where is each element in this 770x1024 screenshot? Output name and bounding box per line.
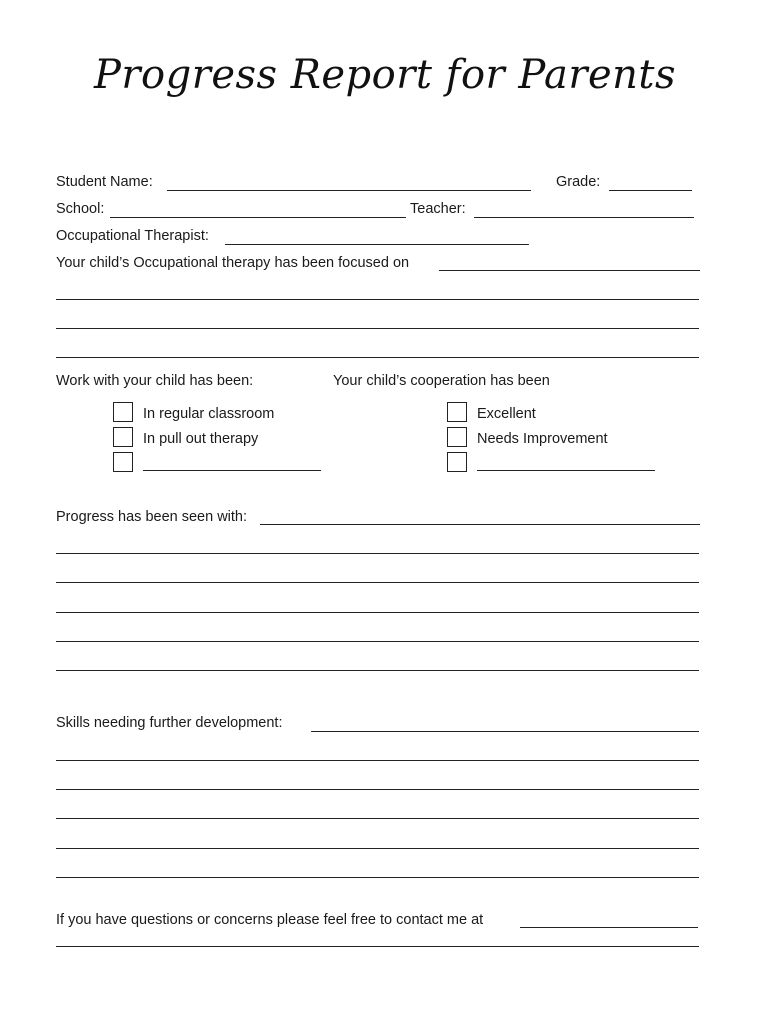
cooperation-heading: Your child’s cooperation has been: [333, 373, 550, 389]
progress-line[interactable]: [56, 582, 699, 583]
cooperation-other-checkbox[interactable]: [447, 452, 467, 472]
progress-line[interactable]: [56, 612, 699, 613]
skills-line[interactable]: [56, 877, 699, 878]
needs-improvement-label: Needs Improvement: [477, 431, 608, 447]
regular-classroom-checkbox[interactable]: [113, 402, 133, 422]
progress-line[interactable]: [56, 670, 699, 671]
pull-out-therapy-checkbox[interactable]: [113, 427, 133, 447]
progress-field[interactable]: [260, 524, 700, 525]
cooperation-other-field[interactable]: [477, 470, 655, 471]
focus-line[interactable]: [56, 328, 699, 329]
student-name-label: Student Name:: [56, 174, 153, 190]
skills-line[interactable]: [56, 760, 699, 761]
progress-label: Progress has been seen with:: [56, 509, 248, 525]
therapist-field[interactable]: [225, 244, 529, 245]
focus-label: Your child’s Occupational therapy has been focused on: [56, 255, 410, 271]
skills-line[interactable]: [56, 789, 699, 790]
school-field[interactable]: [110, 217, 406, 218]
school-label: School:: [56, 201, 105, 217]
needs-improvement-checkbox[interactable]: [447, 427, 467, 447]
contact-line[interactable]: [56, 946, 699, 947]
work-other-checkbox[interactable]: [113, 452, 133, 472]
grade-label: Grade:: [556, 174, 601, 190]
skills-field[interactable]: [311, 731, 699, 732]
work-heading: Work with your child has been:: [56, 373, 254, 389]
teacher-label: Teacher:: [410, 201, 466, 217]
contact-field[interactable]: [520, 927, 698, 928]
focus-field[interactable]: [439, 270, 700, 271]
excellent-label: Excellent: [477, 406, 536, 422]
excellent-checkbox[interactable]: [447, 402, 467, 422]
teacher-field[interactable]: [474, 217, 694, 218]
skills-label: Skills needing further development:: [56, 715, 283, 731]
progress-line[interactable]: [56, 641, 699, 642]
therapist-label: Occupational Therapist:: [56, 228, 209, 244]
focus-line[interactable]: [56, 357, 699, 358]
work-other-field[interactable]: [143, 470, 321, 471]
grade-field[interactable]: [609, 190, 692, 191]
student-name-field[interactable]: [167, 190, 531, 191]
contact-label: If you have questions or concerns please feel free to contact me at: [56, 912, 484, 928]
regular-classroom-label: In regular classroom: [143, 406, 275, 422]
skills-line[interactable]: [56, 818, 699, 819]
page-title: Progress Report for Parents: [93, 52, 676, 98]
progress-line[interactable]: [56, 553, 699, 554]
pull-out-therapy-label: In pull out therapy: [143, 431, 259, 447]
skills-line[interactable]: [56, 848, 699, 849]
focus-line[interactable]: [56, 299, 699, 300]
